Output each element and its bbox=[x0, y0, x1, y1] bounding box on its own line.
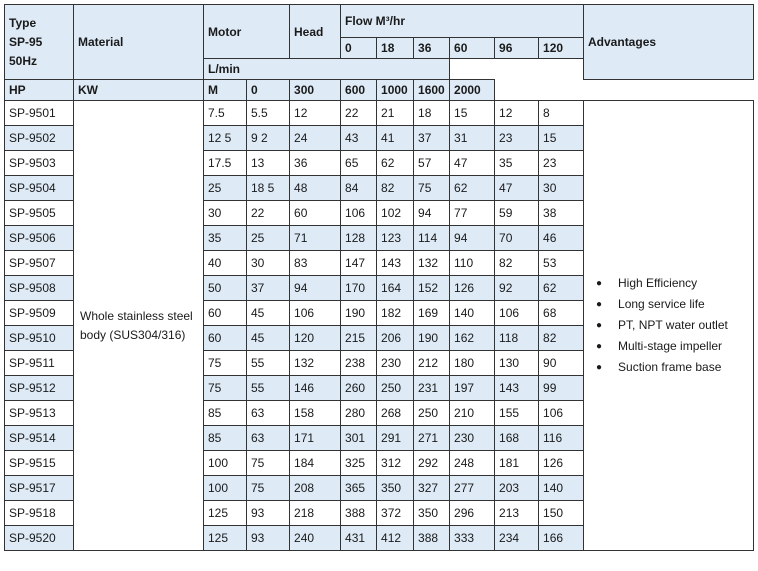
head-cell: 171 bbox=[290, 426, 341, 451]
kw-cell: 30 bbox=[247, 251, 290, 276]
frequency-label: 50Hz bbox=[9, 53, 38, 68]
flow-cell: 84 bbox=[341, 176, 377, 201]
flow-cell: 162 bbox=[450, 326, 495, 351]
flow-cell: 30 bbox=[539, 176, 584, 201]
kw-cell: 13 bbox=[247, 151, 290, 176]
bullet-icon: ● bbox=[596, 341, 603, 352]
flow-cell: 70 bbox=[495, 226, 539, 251]
material-cell: Whole stainless steel body (SUS304/316) bbox=[74, 101, 204, 551]
hp-cell: 25 bbox=[204, 176, 247, 201]
flow-cell: 166 bbox=[539, 526, 584, 551]
flow-lmin-header: 300 bbox=[290, 80, 341, 101]
kw-cell: 37 bbox=[247, 276, 290, 301]
flow-cell: 181 bbox=[495, 451, 539, 476]
flow-cell: 234 bbox=[495, 526, 539, 551]
hp-cell: 75 bbox=[204, 351, 247, 376]
model-cell: SP-9511 bbox=[5, 351, 74, 376]
type-label: Type bbox=[9, 15, 37, 30]
head-cell: 240 bbox=[290, 526, 341, 551]
flow-cell: 248 bbox=[450, 451, 495, 476]
flow-m3-header: 0 bbox=[341, 38, 377, 59]
head-cell: 60 bbox=[290, 201, 341, 226]
head-cell: 24 bbox=[290, 126, 341, 151]
flow-cell: 41 bbox=[377, 126, 414, 151]
hp-header: HP bbox=[5, 80, 74, 101]
flow-header: Flow M³/hr bbox=[341, 5, 584, 38]
flow-cell: 372 bbox=[377, 501, 414, 526]
advantage-item bbox=[596, 315, 749, 336]
flow-cell: 197 bbox=[450, 376, 495, 401]
kw-cell: 18 5 bbox=[247, 176, 290, 201]
flow-cell: 47 bbox=[450, 151, 495, 176]
model-cell: SP-9515 bbox=[5, 451, 74, 476]
hp-cell: 17.5 bbox=[204, 151, 247, 176]
flow-lmin-header: 1600 bbox=[414, 80, 450, 101]
flow-cell: 140 bbox=[539, 476, 584, 501]
flow-cell: 132 bbox=[414, 251, 450, 276]
flow-cell: 82 bbox=[377, 176, 414, 201]
flow-cell: 212 bbox=[414, 351, 450, 376]
flow-cell: 292 bbox=[414, 451, 450, 476]
flow-cell: 170 bbox=[341, 276, 377, 301]
hp-cell: 35 bbox=[204, 226, 247, 251]
flow-cell: 388 bbox=[414, 526, 450, 551]
head-cell: 208 bbox=[290, 476, 341, 501]
hp-cell: 100 bbox=[204, 451, 247, 476]
flow-cell: 128 bbox=[341, 226, 377, 251]
flow-cell: 280 bbox=[341, 401, 377, 426]
head-unit-header: M bbox=[204, 80, 247, 101]
flow-cell: 62 bbox=[539, 276, 584, 301]
flow-cell: 68 bbox=[539, 301, 584, 326]
head-cell: 94 bbox=[290, 276, 341, 301]
head-header: Head bbox=[290, 5, 341, 59]
flow-m3-header: 96 bbox=[495, 38, 539, 59]
flow-cell: 301 bbox=[341, 426, 377, 451]
flow-cell: 15 bbox=[539, 126, 584, 151]
head-cell: 106 bbox=[290, 301, 341, 326]
model-cell: SP-9503 bbox=[5, 151, 74, 176]
flow-cell: 180 bbox=[450, 351, 495, 376]
flow-cell: 82 bbox=[495, 251, 539, 276]
kw-cell: 93 bbox=[247, 526, 290, 551]
flow-cell: 94 bbox=[414, 201, 450, 226]
flow-cell: 82 bbox=[539, 326, 584, 351]
advantage-text: PT, NPT water outlet bbox=[618, 318, 728, 332]
flow-cell: 230 bbox=[450, 426, 495, 451]
bullet-icon: ● bbox=[596, 299, 603, 310]
flow-cell: 250 bbox=[377, 376, 414, 401]
hp-cell: 100 bbox=[204, 476, 247, 501]
advantage-item bbox=[596, 336, 749, 357]
advantages-header: Advantages bbox=[584, 5, 754, 80]
hp-cell: 7.5 bbox=[204, 101, 247, 126]
model-cell: SP-9517 bbox=[5, 476, 74, 501]
advantages-cell bbox=[584, 101, 754, 551]
flow-cell: 59 bbox=[495, 201, 539, 226]
flow-cell: 126 bbox=[539, 451, 584, 476]
bullet-icon: ● bbox=[596, 278, 603, 289]
bullet-icon: ● bbox=[596, 362, 603, 373]
kw-cell: 45 bbox=[247, 301, 290, 326]
kw-cell: 55 bbox=[247, 351, 290, 376]
flow-cell: 22 bbox=[341, 101, 377, 126]
flow-cell: 21 bbox=[377, 101, 414, 126]
model-cell: SP-9505 bbox=[5, 201, 74, 226]
flow-cell: 388 bbox=[341, 501, 377, 526]
flow-cell: 143 bbox=[495, 376, 539, 401]
flow-cell: 206 bbox=[377, 326, 414, 351]
flow-m3-header: 18 bbox=[377, 38, 414, 59]
kw-cell: 55 bbox=[247, 376, 290, 401]
advantage-text: Long service life bbox=[618, 297, 705, 311]
flow-cell: 169 bbox=[414, 301, 450, 326]
flow-cell: 168 bbox=[495, 426, 539, 451]
kw-cell: 5.5 bbox=[247, 101, 290, 126]
flow-cell: 215 bbox=[341, 326, 377, 351]
flow-cell: 365 bbox=[341, 476, 377, 501]
kw-cell: 63 bbox=[247, 426, 290, 451]
model-cell: SP-9510 bbox=[5, 326, 74, 351]
kw-cell: 75 bbox=[247, 451, 290, 476]
hp-cell: 125 bbox=[204, 526, 247, 551]
advantage-text: Suction frame base bbox=[618, 360, 722, 374]
flow-cell: 118 bbox=[495, 326, 539, 351]
flow-cell: 90 bbox=[539, 351, 584, 376]
model-cell: SP-9514 bbox=[5, 426, 74, 451]
hp-cell: 75 bbox=[204, 376, 247, 401]
head-cell: 218 bbox=[290, 501, 341, 526]
head-cell: 36 bbox=[290, 151, 341, 176]
flow-lmin-header: 0 bbox=[247, 80, 290, 101]
hp-cell: 85 bbox=[204, 401, 247, 426]
flow-cell: 140 bbox=[450, 301, 495, 326]
head-cell: 158 bbox=[290, 401, 341, 426]
head-cell: 184 bbox=[290, 451, 341, 476]
flow-lmin-header: 2000 bbox=[450, 80, 495, 101]
model-cell: SP-9507 bbox=[5, 251, 74, 276]
flow-cell: 130 bbox=[495, 351, 539, 376]
flow-cell: 106 bbox=[539, 401, 584, 426]
flow-cell: 250 bbox=[414, 401, 450, 426]
flow-m3-header: 60 bbox=[450, 38, 495, 59]
flow-cell: 94 bbox=[450, 226, 495, 251]
material-header: Material bbox=[74, 5, 204, 80]
head-cell: 146 bbox=[290, 376, 341, 401]
kw-header: KW bbox=[74, 80, 204, 101]
hp-cell: 50 bbox=[204, 276, 247, 301]
flow-cell: 110 bbox=[450, 251, 495, 276]
flow-cell: 43 bbox=[341, 126, 377, 151]
flow-cell: 333 bbox=[450, 526, 495, 551]
flow-m3-header: 36 bbox=[414, 38, 450, 59]
flow-lmin-header: 1000 bbox=[377, 80, 414, 101]
lmin-header: L/min bbox=[204, 59, 450, 80]
flow-lmin-header: 600 bbox=[341, 80, 377, 101]
flow-cell: 75 bbox=[414, 176, 450, 201]
flow-cell: 57 bbox=[414, 151, 450, 176]
flow-cell: 210 bbox=[450, 401, 495, 426]
hp-cell: 60 bbox=[204, 326, 247, 351]
kw-cell: 63 bbox=[247, 401, 290, 426]
flow-cell: 325 bbox=[341, 451, 377, 476]
flow-cell: 126 bbox=[450, 276, 495, 301]
advantage-text: High Efficiency bbox=[618, 276, 698, 290]
model-cell: SP-9513 bbox=[5, 401, 74, 426]
flow-cell: 190 bbox=[341, 301, 377, 326]
flow-cell: 102 bbox=[377, 201, 414, 226]
flow-cell: 92 bbox=[495, 276, 539, 301]
type-header-cell bbox=[5, 5, 74, 80]
kw-cell: 9 2 bbox=[247, 126, 290, 151]
advantage-text: Multi-stage impeller bbox=[618, 339, 723, 353]
flow-cell: 106 bbox=[341, 201, 377, 226]
flow-cell: 291 bbox=[377, 426, 414, 451]
head-cell: 71 bbox=[290, 226, 341, 251]
flow-cell: 327 bbox=[414, 476, 450, 501]
kw-cell: 75 bbox=[247, 476, 290, 501]
head-cell: 48 bbox=[290, 176, 341, 201]
head-cell: 120 bbox=[290, 326, 341, 351]
flow-cell: 35 bbox=[495, 151, 539, 176]
flow-cell: 99 bbox=[539, 376, 584, 401]
model-cell: SP-9501 bbox=[5, 101, 74, 126]
flow-cell: 277 bbox=[450, 476, 495, 501]
flow-cell: 62 bbox=[450, 176, 495, 201]
hp-cell: 60 bbox=[204, 301, 247, 326]
model-cell: SP-9508 bbox=[5, 276, 74, 301]
flow-cell: 53 bbox=[539, 251, 584, 276]
model-cell: SP-9509 bbox=[5, 301, 74, 326]
flow-cell: 147 bbox=[341, 251, 377, 276]
flow-cell: 23 bbox=[495, 126, 539, 151]
flow-cell: 238 bbox=[341, 351, 377, 376]
flow-cell: 47 bbox=[495, 176, 539, 201]
flow-cell: 31 bbox=[450, 126, 495, 151]
flow-m3-header: 120 bbox=[539, 38, 584, 59]
hp-cell: 125 bbox=[204, 501, 247, 526]
flow-cell: 15 bbox=[450, 101, 495, 126]
flow-cell: 8 bbox=[539, 101, 584, 126]
model-cell: SP-9504 bbox=[5, 176, 74, 201]
flow-cell: 62 bbox=[377, 151, 414, 176]
head-cell: 132 bbox=[290, 351, 341, 376]
flow-cell: 77 bbox=[450, 201, 495, 226]
pump-spec-table bbox=[4, 4, 754, 551]
flow-cell: 123 bbox=[377, 226, 414, 251]
flow-cell: 231 bbox=[414, 376, 450, 401]
flow-cell: 155 bbox=[495, 401, 539, 426]
flow-cell: 213 bbox=[495, 501, 539, 526]
flow-cell: 182 bbox=[377, 301, 414, 326]
model-cell: SP-9512 bbox=[5, 376, 74, 401]
flow-cell: 190 bbox=[414, 326, 450, 351]
advantage-item bbox=[596, 357, 749, 378]
advantages-list bbox=[596, 273, 749, 378]
advantage-item bbox=[596, 273, 749, 294]
flow-cell: 143 bbox=[377, 251, 414, 276]
flow-cell: 203 bbox=[495, 476, 539, 501]
head-cell: 12 bbox=[290, 101, 341, 126]
flow-cell: 431 bbox=[341, 526, 377, 551]
model-cell: SP-9506 bbox=[5, 226, 74, 251]
flow-cell: 152 bbox=[414, 276, 450, 301]
flow-cell: 116 bbox=[539, 426, 584, 451]
flow-cell: 350 bbox=[377, 476, 414, 501]
advantage-item bbox=[596, 294, 749, 315]
kw-cell: 45 bbox=[247, 326, 290, 351]
kw-cell: 93 bbox=[247, 501, 290, 526]
series-label: SP-95 bbox=[9, 34, 43, 49]
hp-cell: 30 bbox=[204, 201, 247, 226]
flow-cell: 37 bbox=[414, 126, 450, 151]
head-cell: 83 bbox=[290, 251, 341, 276]
bullet-icon: ● bbox=[596, 320, 603, 331]
flow-cell: 150 bbox=[539, 501, 584, 526]
flow-cell: 106 bbox=[495, 301, 539, 326]
flow-cell: 296 bbox=[450, 501, 495, 526]
flow-cell: 412 bbox=[377, 526, 414, 551]
model-cell: SP-9520 bbox=[5, 526, 74, 551]
flow-cell: 230 bbox=[377, 351, 414, 376]
flow-cell: 18 bbox=[414, 101, 450, 126]
table-row bbox=[5, 101, 754, 126]
flow-cell: 260 bbox=[341, 376, 377, 401]
hp-cell: 12 5 bbox=[204, 126, 247, 151]
flow-cell: 164 bbox=[377, 276, 414, 301]
flow-cell: 23 bbox=[539, 151, 584, 176]
flow-cell: 38 bbox=[539, 201, 584, 226]
flow-cell: 12 bbox=[495, 101, 539, 126]
model-cell: SP-9518 bbox=[5, 501, 74, 526]
flow-cell: 65 bbox=[341, 151, 377, 176]
flow-cell: 46 bbox=[539, 226, 584, 251]
flow-cell: 114 bbox=[414, 226, 450, 251]
kw-cell: 25 bbox=[247, 226, 290, 251]
hp-cell: 85 bbox=[204, 426, 247, 451]
flow-cell: 350 bbox=[414, 501, 450, 526]
flow-cell: 312 bbox=[377, 451, 414, 476]
model-cell: SP-9502 bbox=[5, 126, 74, 151]
flow-cell: 271 bbox=[414, 426, 450, 451]
motor-header: Motor bbox=[204, 5, 290, 59]
flow-cell: 268 bbox=[377, 401, 414, 426]
kw-cell: 22 bbox=[247, 201, 290, 226]
hp-cell: 40 bbox=[204, 251, 247, 276]
